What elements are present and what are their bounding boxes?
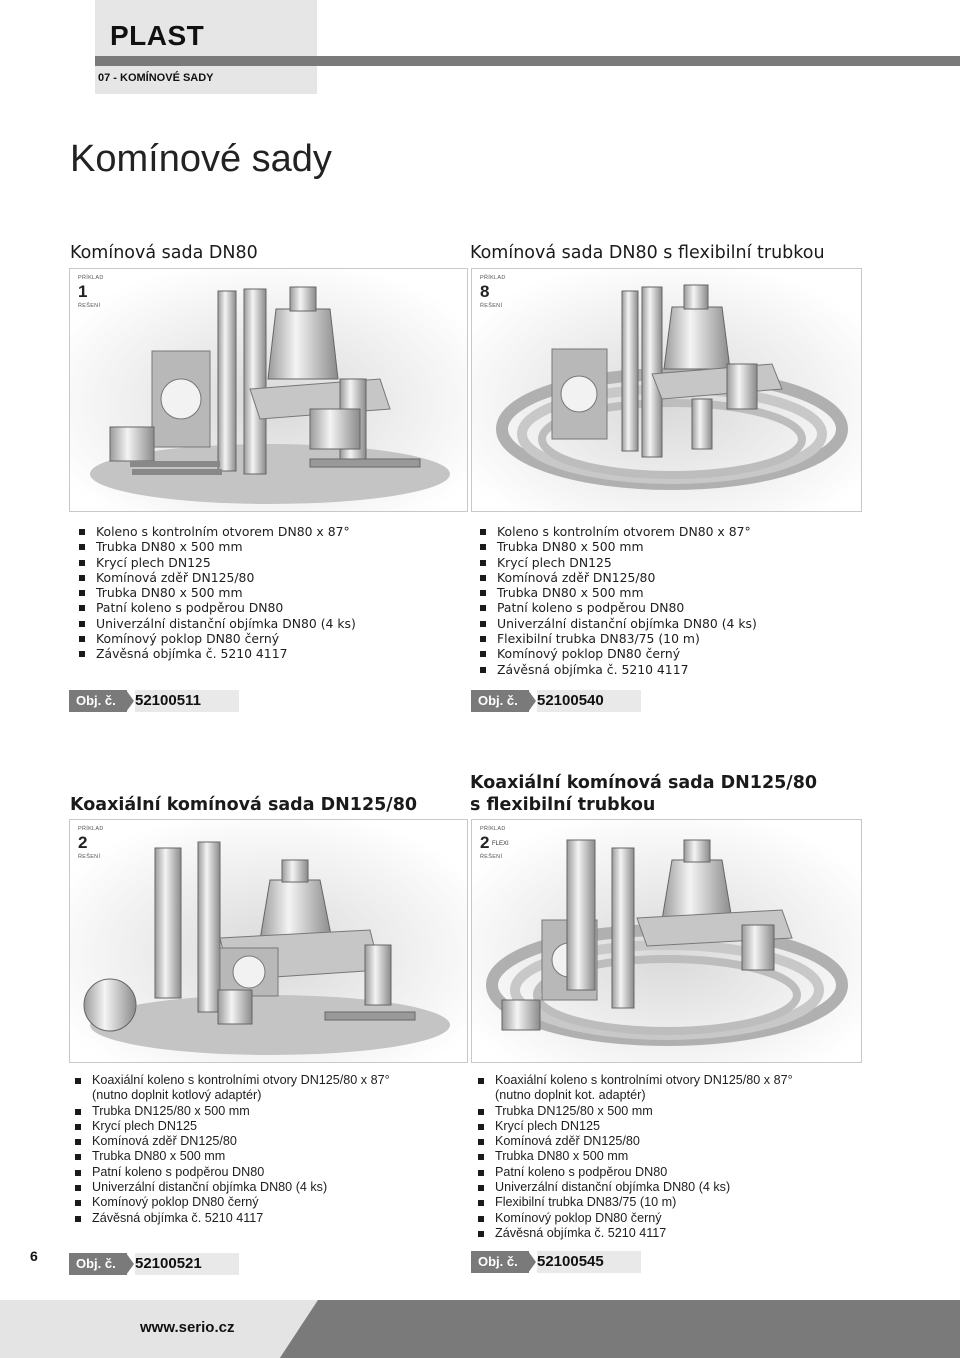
section-2-item-list [477, 524, 757, 677]
arrow-icon [528, 1251, 536, 1273]
list-item: Koleno s kontrolním otvorem DN80 x 87° [477, 524, 757, 539]
bullet-icon [478, 1170, 484, 1176]
section-4-item-list [475, 1073, 793, 1241]
bullet-icon [79, 636, 85, 642]
bullet-icon [75, 1185, 81, 1191]
section-3-title: Koaxiální komínová sada DN125/80 [70, 795, 418, 815]
list-item: Krycí plech DN125 [72, 1119, 390, 1134]
list-item: Flexibilní trubka DN83/75 (10 m) [475, 1195, 793, 1210]
bullet-icon [79, 590, 85, 596]
chimney-kit-illustration [70, 269, 468, 512]
list-item: Trubka DN80 x 500 mm [72, 1149, 390, 1164]
list-item: Komínový poklop DN80 černý [72, 1195, 390, 1210]
list-item: Závěsná objímka č. 5210 4117 [76, 646, 356, 661]
list-item-continuation: (nutno doplnit kotlový adaptér) [92, 1088, 262, 1103]
section-4-badge: PŘÍKLAD 2 FLEXI ŘEŠENÍ [480, 826, 509, 860]
list-item: Krycí plech DN125 [76, 555, 356, 570]
list-item: Koaxiální koleno s kontrolními otvory DN125/80 x 87° [72, 1073, 390, 1088]
section-2-badge: PŘÍKLAD 8 ŘEŠENÍ [480, 275, 506, 309]
bullet-icon [79, 621, 85, 627]
list-item: Komínový poklop DN80 černý [475, 1211, 793, 1226]
bullet-icon [480, 560, 486, 566]
bullet-icon [480, 667, 486, 673]
chimney-kit-flexible-illustration [472, 269, 862, 512]
section-1-order-code: Obj. č. 52100511 [69, 690, 233, 712]
list-item: Trubka DN80 x 500 mm [477, 585, 757, 600]
section-3-item-list [72, 1073, 390, 1226]
bullet-icon [478, 1139, 484, 1145]
bullet-icon [79, 544, 85, 550]
bullet-icon [75, 1200, 81, 1206]
list-item: Patní koleno s podpěrou DN80 [475, 1165, 793, 1180]
list-item: Univerzální distanční objímka DN80 (4 ks) [475, 1180, 793, 1195]
section-3-product-image [69, 819, 468, 1063]
list-item: Trubka DN125/80 x 500 mm [72, 1104, 390, 1119]
list-item: Krycí plech DN125 [475, 1119, 793, 1134]
page-number: 6 [30, 1248, 38, 1264]
section-2-product-image [471, 268, 862, 512]
bullet-icon [79, 575, 85, 581]
list-item: Koaxiální koleno s kontrolními otvory DN125/80 x 87° [475, 1073, 793, 1088]
section-4-order-code: Obj. č. 52100545 [471, 1251, 635, 1273]
bullet-icon [480, 605, 486, 611]
coaxial-chimney-kit-flexible-illustration [472, 820, 862, 1063]
list-item: Patní koleno s podpěrou DN80 [76, 600, 356, 615]
list-item: Krycí plech DN125 [477, 555, 757, 570]
list-item: Závěsná objímka č. 5210 4117 [475, 1226, 793, 1241]
list-item: Univerzální distanční objímka DN80 (4 ks) [477, 616, 757, 631]
section-1-item-list [76, 524, 356, 662]
list-item: Trubka DN125/80 x 500 mm [475, 1104, 793, 1119]
bullet-icon [75, 1216, 81, 1222]
list-item: Patní koleno s podpěrou DN80 [72, 1165, 390, 1180]
coaxial-chimney-kit-illustration [70, 820, 468, 1063]
section-3-order-code: Obj. č. 52100521 [69, 1253, 233, 1275]
bullet-icon [478, 1124, 484, 1130]
section-1-title: Komínová sada DN80 [70, 243, 258, 263]
bullet-icon [478, 1200, 484, 1206]
bullet-icon [75, 1124, 81, 1130]
header-subtitle: 07 - KOMÍNOVÉ SADY [98, 72, 214, 84]
arrow-icon [528, 690, 536, 712]
header-bar [95, 56, 960, 66]
bullet-icon [480, 575, 486, 581]
list-item: Komínová zděř DN125/80 [475, 1134, 793, 1149]
list-item: Univerzální distanční objímka DN80 (4 ks) [72, 1180, 390, 1195]
bullet-icon [478, 1078, 484, 1084]
list-item: Flexibilní trubka DN83/75 (10 m) [477, 631, 757, 646]
list-item: Univerzální distanční objímka DN80 (4 ks) [76, 616, 356, 631]
bullet-icon [478, 1185, 484, 1191]
list-item: Trubka DN80 x 500 mm [477, 539, 757, 554]
bullet-icon [480, 651, 486, 657]
section-1-product-image [69, 268, 468, 512]
bullet-icon [75, 1109, 81, 1115]
bullet-icon [75, 1170, 81, 1176]
bullet-icon [480, 621, 486, 627]
list-item: Závěsná objímka č. 5210 4117 [72, 1211, 390, 1226]
bullet-icon [480, 636, 486, 642]
header-title: PLAST [110, 20, 205, 51]
footer-url-link[interactable]: www.serio.cz [140, 1319, 235, 1336]
list-item-continuation: (nutno doplnit kot. adaptér) [495, 1088, 646, 1103]
list-item: Trubka DN80 x 500 mm [76, 539, 356, 554]
list-item: Trubka DN80 x 500 mm [475, 1149, 793, 1164]
page-title: Komínové sady [70, 138, 332, 180]
section-2-title: Komínová sada DN80 s flexibilní trubkou [470, 243, 825, 263]
bullet-icon [480, 544, 486, 550]
bullet-icon [79, 529, 85, 535]
list-item: Komínová zděř DN125/80 [76, 570, 356, 585]
list-item: Trubka DN80 x 500 mm [76, 585, 356, 600]
list-item: Komínová zděř DN125/80 [477, 570, 757, 585]
bullet-icon [79, 605, 85, 611]
bullet-icon [75, 1139, 81, 1145]
section-2-order-code: Obj. č. 52100540 [471, 690, 635, 712]
arrow-icon [126, 690, 134, 712]
bullet-icon [75, 1154, 81, 1160]
bullet-icon [478, 1109, 484, 1115]
list-item: Koleno s kontrolním otvorem DN80 x 87° [76, 524, 356, 539]
bullet-icon [480, 529, 486, 535]
section-3-badge: PŘÍKLAD 2 ŘEŠENÍ [78, 826, 104, 860]
section-4-title: Koaxiální komínová sada DN125/80 s flexibilní trubkou [470, 773, 818, 815]
list-item: Komínová zděř DN125/80 [72, 1134, 390, 1149]
bullet-icon [480, 590, 486, 596]
bullet-icon [79, 560, 85, 566]
section-1-badge: PŘÍKLAD 1 ŘEŠENÍ [78, 275, 104, 309]
list-item: Závěsná objímka č. 5210 4117 [477, 662, 757, 677]
arrow-icon [126, 1253, 134, 1275]
bullet-icon [478, 1216, 484, 1222]
list-item: Patní koleno s podpěrou DN80 [477, 600, 757, 615]
list-item: Komínový poklop DN80 černý [477, 646, 757, 661]
bullet-icon [79, 651, 85, 657]
section-4-product-image [471, 819, 862, 1063]
bullet-icon [478, 1231, 484, 1237]
list-item: Komínový poklop DN80 černý [76, 631, 356, 646]
bullet-icon [75, 1078, 81, 1084]
bullet-icon [478, 1154, 484, 1160]
